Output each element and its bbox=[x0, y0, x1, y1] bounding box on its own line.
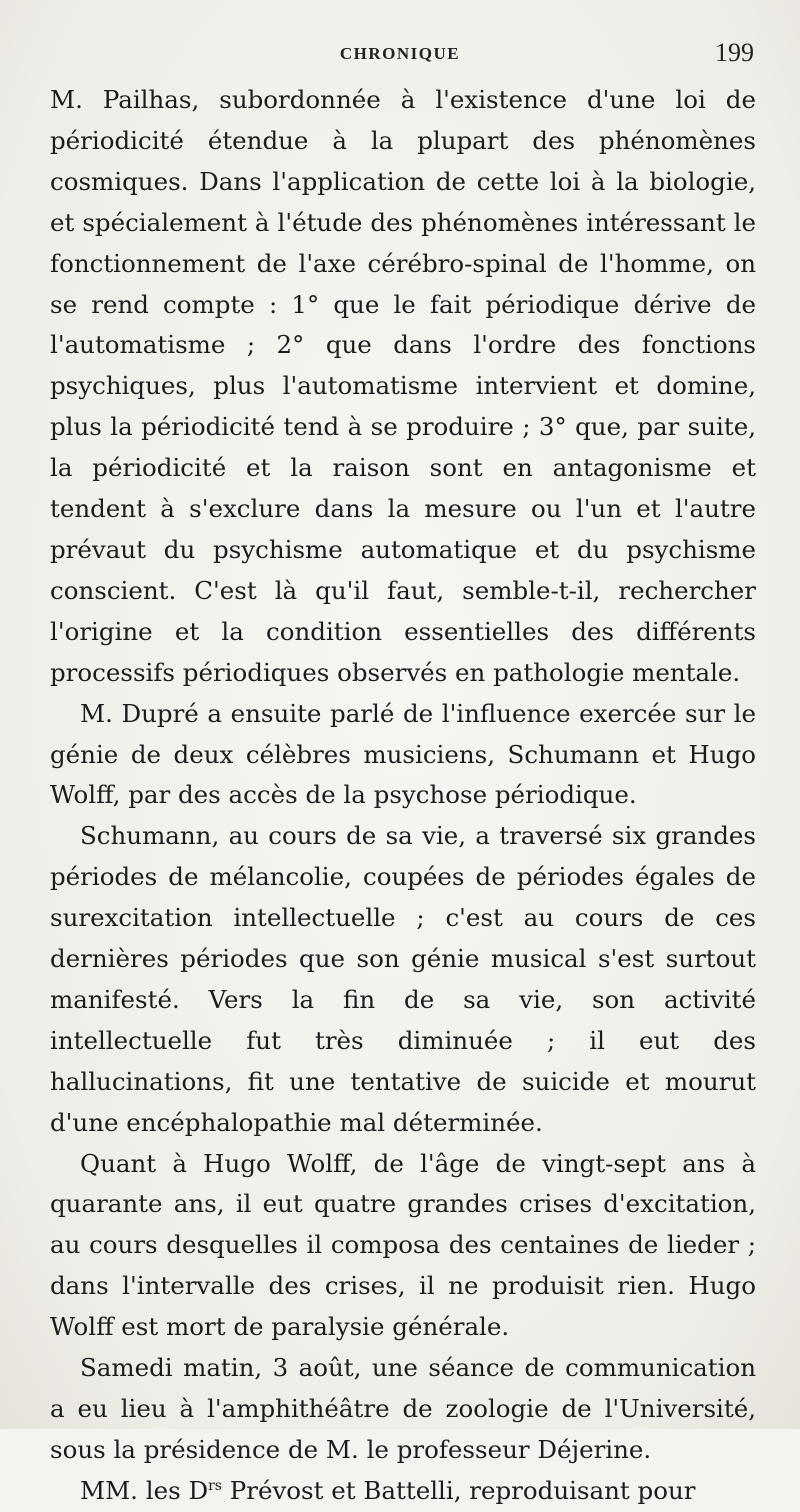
paragraph-schumann: Schumann, au cours de sa vie, a traversé six grandes périodes de mélancolie, coupées de périodes égales de surexcitation intellectuelle ; c'est au cours de ces dernières périodes que son génie musical s'est surtout manifesté. Vers la fin de sa vie, son activité intellectuelle fut très diminuée ; il eut des hallucinations, fit une tentative de suicide et mourut d'une encéphalopathie mal déterminée. bbox=[50, 821, 756, 1137]
running-title: CHRONIQUE bbox=[339, 44, 461, 63]
running-head bbox=[0, 38, 800, 78]
body-text bbox=[50, 80, 756, 1512]
paragraph-continuation: M. Pailhas, subordonnée à l'existence d'une loi de périodicité étendue à la plupart des phénomènes cosmiques. Dans l'application de cette loi à la biologie, et spécialement à l'étude des phénomènes intéressant le fonctionnement de l'axe cérébro-spinal de l'homme, on se rend compte : 1° que le fait périodique dérive de l'automatisme ; 2° que dans l'ordre des fonctions psychiques, plus l'automatisme intervient et domine, plus la périodicité tend à se produire ; 3° que, par suite, la périodicité et la raison sont en antagonisme et tendent à s'exclure dans la mesure ou l'un et l'autre prévaut du psychisme automatique et du psychisme conscient. C'est là qu'il faut, semble-t-il, rechercher l'origine et la condition essentielles des différents processifs périodiques observés en pathologie mentale. bbox=[50, 85, 756, 687]
superscript-rs: rs bbox=[208, 1477, 222, 1494]
paragraph-prevost-battelli bbox=[50, 1471, 756, 1512]
paragraph-dupre: M. Dupré a ensuite parlé de l'influence exercée sur le génie de deux célèbres musiciens, Schumann et Hugo Wolff, par des accès de la psychose périodique. bbox=[50, 698, 756, 810]
page-number: 199 bbox=[715, 38, 754, 67]
paragraph-seance: Samedi matin, 3 août, une séance de communication a eu lieu à l'amphithéâtre de zoologie de l'Université, sous la présidence de M. le professeur Déjerine. bbox=[50, 1353, 756, 1464]
paragraph-wolff: Quant à Hugo Wolff, de l'âge de vingt-sept ans à quarante ans, il eut quatre grandes crises d'excitation, au cours desquelles il composa des centaines de lieder ; dans l'intervalle des crises, il ne produisit rien. Hugo Wolff est mort de paralysie générale. bbox=[50, 1148, 756, 1342]
text-before-superscript: MM. les D bbox=[80, 1475, 209, 1505]
text-after-superscript: Prévost et Battelli, reproduisant pour bbox=[221, 1475, 696, 1505]
